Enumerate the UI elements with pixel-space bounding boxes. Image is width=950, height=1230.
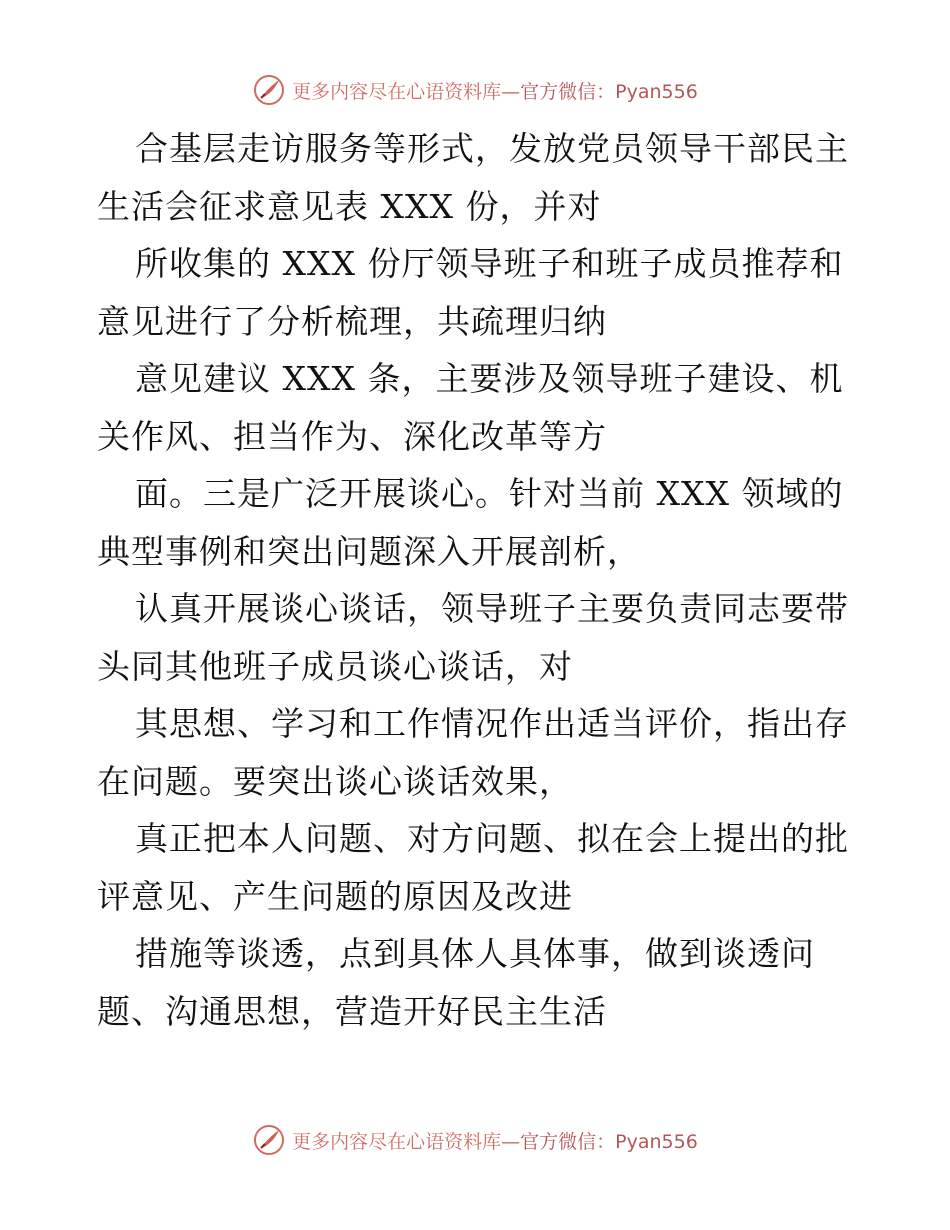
text-line: 面。三是广泛开展谈心。针对当前 XXX 领域的 <box>135 474 844 513</box>
footer-watermark <box>0 1120 950 1160</box>
text-line: 题、沟通思想，营造开好民主生活 <box>97 991 607 1031</box>
quill-pen-logo-icon <box>252 73 286 107</box>
paragraph <box>97 810 857 925</box>
paragraph <box>97 465 857 580</box>
text-line: 评意见、产生问题的原因及改进 <box>97 876 573 916</box>
text-line: 措施等谈透，点到具体人具体事，做到谈透问 <box>135 934 815 973</box>
text-line: 在问题。要突出谈心谈话效果， <box>97 761 573 801</box>
header-watermark <box>0 70 950 110</box>
text-line: 关作风、担当作为、深化改革等方 <box>97 416 607 456</box>
text-line: 典型事例和突出问题深入开展剖析， <box>97 531 641 571</box>
paragraph <box>97 120 857 235</box>
paragraph <box>97 695 857 810</box>
text-line: 头同其他班子成员谈心谈话，对 <box>97 646 573 686</box>
text-line: 所收集的 XXX 份厅领导班子和班子成员推荐和 <box>135 244 844 283</box>
text-line: 意见建议 XXX 条，主要涉及领导班子建设、机 <box>135 359 844 398</box>
document-body <box>97 120 857 1040</box>
text-line: 真正把本人问题、对方问题、拟在会上提出的批 <box>135 819 849 858</box>
paragraph <box>97 350 857 465</box>
text-line: 其思想、学习和工作情况作出适当评价，指出存 <box>135 704 849 743</box>
text-line: 认真开展谈心谈话，领导班子主要负责同志要带 <box>135 589 849 628</box>
text-line: 生活会征求意见表 XXX 份，并对 <box>97 186 602 226</box>
paragraph <box>97 580 857 695</box>
quill-pen-logo-icon <box>252 1123 286 1157</box>
text-line: 意见进行了分析梳理，共疏理归纳 <box>97 301 607 341</box>
watermark-text: 更多内容尽在心语资料库—官方微信：Pyan556 <box>292 80 698 103</box>
paragraph <box>97 235 857 350</box>
watermark-text: 更多内容尽在心语资料库—官方微信：Pyan556 <box>292 1130 698 1153</box>
text-line: 合基层走访服务等形式，发放党员领导干部民主 <box>135 129 849 168</box>
paragraph <box>97 925 857 1040</box>
